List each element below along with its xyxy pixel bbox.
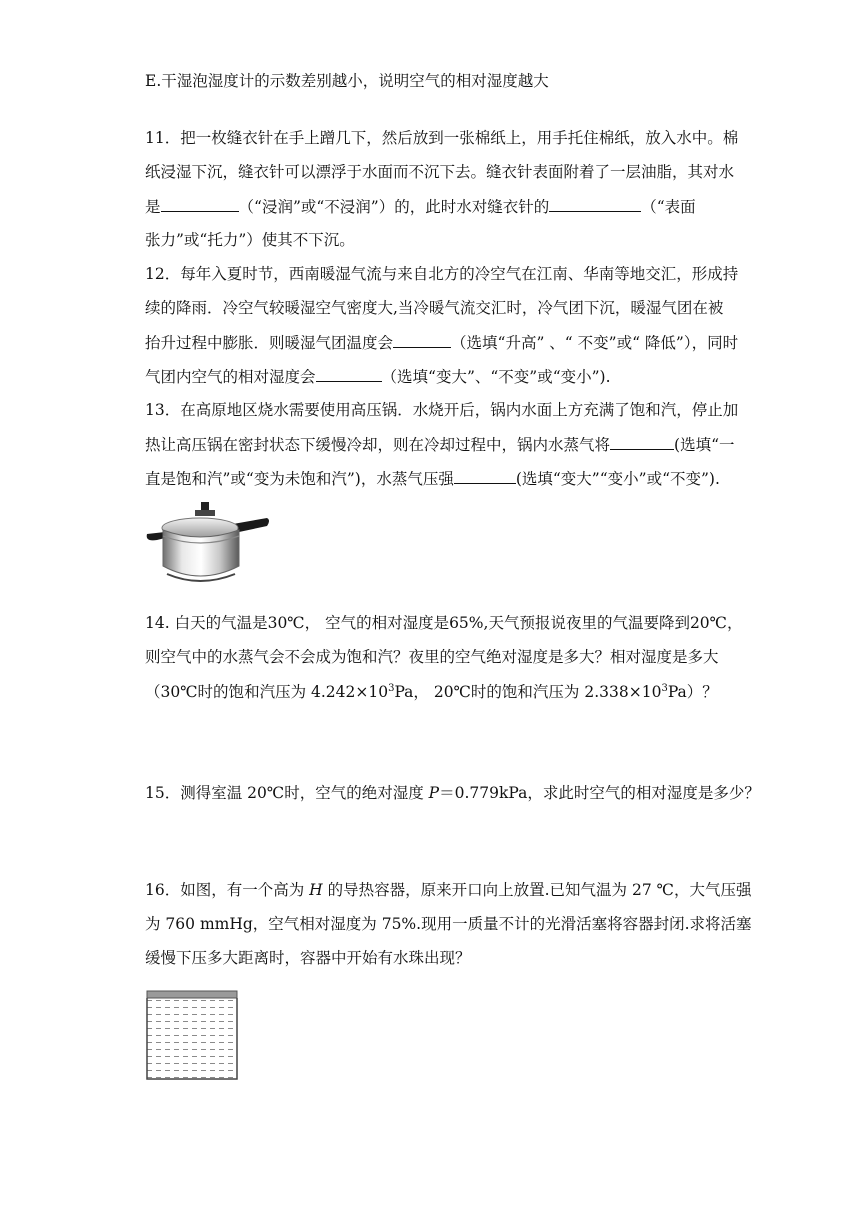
q12-text: （选填“升高” 、“ 不变”或“ 降低”），同时 [451, 334, 739, 352]
q16-line1 [145, 879, 751, 901]
q11-line4: 张力”或“托力”）使其不下沉。 [145, 231, 355, 249]
q13-text: 热让高压锅在密封状态下缓慢冷却，则在冷却过程中，锅内水蒸气将 [145, 436, 611, 454]
q12-text: 抬升过程中膨胀．则暖湿气团温度会 [145, 334, 394, 352]
q16-text: 16．如图，有一个高为 [145, 881, 310, 899]
q12-text: （选填“变大”、“不变”或“变小”). [381, 368, 611, 386]
container-icon [146, 990, 238, 1080]
q13-text: 直是饱和汽”或“变为未饱和汽”)，水蒸气压强 [145, 470, 454, 488]
q14-text: （30℃时的饱和汽压为 4.242×10 [145, 683, 389, 701]
pressure-cooker-icon [145, 496, 270, 584]
q14-text: Pa）？ [667, 683, 718, 701]
q16-text: 的导热容器，原来开口向上放置.已知气温为 27 ℃，大气压强 [322, 881, 752, 899]
q13-line3 [145, 467, 720, 490]
q11-text: （“表面 [641, 198, 696, 216]
q15-text: ＝0.779kPa，求此时空气的相对湿度是多少？ [439, 784, 760, 802]
answer-blank [316, 365, 382, 382]
answer-blank [393, 331, 451, 348]
q11-line2: 纸浸湿下沉，缝衣针可以漂浮于水面而不沉下去。缝衣针表面附着了一层油脂，其对水 [145, 163, 735, 181]
q12-line4 [145, 365, 611, 388]
option-e: E.干湿泡湿度计的示数差别越小，说明空气的相对湿度越大 [145, 72, 549, 90]
q14-line2: 则空气中的水蒸气会不会成为饱和汽？夜里的空气绝对湿度是多大？相对湿度是多大 [145, 648, 719, 666]
q14-line1: 14. 白天的气温是30℃， 空气的相对湿度是65%,天气预报说夜里的气温要降到20℃， [145, 614, 743, 632]
answer-blank [454, 467, 516, 484]
q14-text: Pa， 20℃时的饱和汽压为 2.338×10 [394, 683, 662, 701]
q13-line2 [145, 433, 735, 456]
q14-line3 [145, 681, 718, 703]
q11-line3 [145, 195, 696, 218]
q12-text: 气团内空气的相对湿度会 [145, 368, 316, 386]
variable-h: H [309, 881, 323, 899]
q13-text: (选填“变大”“变小”或“不变”). [515, 470, 720, 488]
exponent: 3 [388, 682, 395, 694]
q11-line1: 11．把一枚缝衣针在手上蹭几下，然后放到一张棉纸上，用手托住棉纸，放入水中。棉 [145, 129, 739, 147]
q12-line1: 12．每年入夏时节，西南暖湿气流与来自北方的冷空气在江南、华南等地交汇，形成持 [145, 265, 739, 283]
q12-line3 [145, 331, 738, 354]
q15-text: 15．测得室温 20℃时，空气的绝对湿度 [145, 784, 429, 802]
exponent: 3 [661, 682, 668, 694]
q16-line2: 为 760 mmHg，空气相对湿度为 75%.现用一质量不计的光滑活塞将容器封闭.求将活塞 [145, 915, 752, 933]
q12-line2: 续的降雨．冷空气较暖湿空气密度大,当冷暖气流交汇时，冷气团下沉，暖湿气团在被 [145, 299, 724, 317]
question-15 [145, 782, 760, 804]
q13-text: (选填“一 [674, 436, 735, 454]
answer-blank [549, 195, 641, 212]
answer-blank [610, 433, 674, 450]
q16-line3: 缓慢下压多大距离时，容器中开始有水珠出现？ [145, 949, 471, 967]
q13-line1: 13．在高原地区烧水需要使用高压锅．水烧开后，锅内水面上方充满了饱和汽，停止加 [145, 401, 739, 419]
q11-text: 是 [145, 198, 161, 216]
q11-text: （“浸润”或“不浸润”）的，此时水对缝衣针的 [238, 198, 550, 216]
answer-blank [161, 195, 239, 212]
variable-p: P [428, 784, 440, 802]
